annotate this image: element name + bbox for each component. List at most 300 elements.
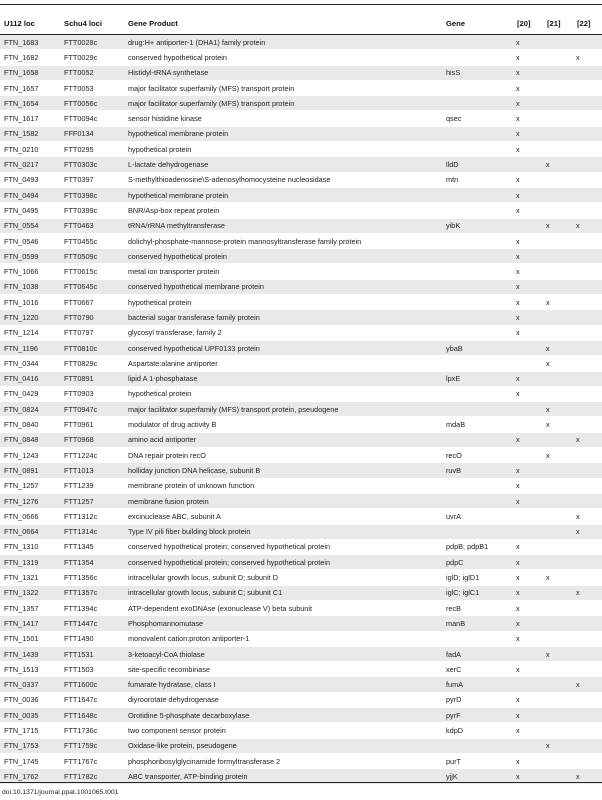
header-u112-loc: U112 loc	[0, 13, 60, 35]
table-row	[0, 753, 602, 768]
cell-u112-loc: FTN_1683	[0, 35, 60, 50]
cell-gene-product: modulator of drug activity B	[124, 417, 442, 432]
cell-ref-21: x	[543, 340, 573, 355]
cell-schu4-loci: FTT0961	[60, 417, 124, 432]
cell-ref-20	[513, 340, 543, 355]
cell-gene: manB	[442, 616, 513, 631]
cell-gene: lldD	[442, 157, 513, 172]
table-bottom-rule	[0, 782, 602, 783]
cell-ref-21	[543, 111, 573, 126]
cell-gene: recB	[442, 600, 513, 615]
cell-gene	[442, 264, 513, 279]
cell-ref-20	[513, 417, 543, 432]
table-row	[0, 509, 602, 524]
cell-schu4-loci: FTT1357c	[60, 585, 124, 600]
cell-ref-20	[513, 677, 543, 692]
cell-gene-product: Oxidase-like protein, pseudogene	[124, 738, 442, 753]
cell-ref-21	[543, 677, 573, 692]
header-schu4-loci: Schu4 loci	[60, 13, 124, 35]
cell-ref-22	[573, 233, 602, 248]
cell-u112-loc: FTN_0429	[0, 386, 60, 401]
cell-gene: yjjK	[442, 769, 513, 784]
cell-ref-20	[513, 524, 543, 539]
cell-u112-loc: FTN_1322	[0, 585, 60, 600]
cell-ref-21	[543, 249, 573, 264]
cell-schu4-loci: FTT0455c	[60, 233, 124, 248]
cell-gene: recO	[442, 448, 513, 463]
cell-ref-22	[573, 692, 602, 707]
cell-ref-20: x	[513, 172, 543, 187]
cell-u112-loc: FTN_1745	[0, 753, 60, 768]
cell-ref-22	[573, 448, 602, 463]
table-row	[0, 478, 602, 493]
cell-schu4-loci: FTT1503	[60, 662, 124, 677]
cell-ref-22	[573, 187, 602, 202]
cell-u112-loc: FTN_1214	[0, 325, 60, 340]
cell-schu4-loci: FTT1356c	[60, 570, 124, 585]
cell-u112-loc: FTN_1417	[0, 616, 60, 631]
table-row	[0, 417, 602, 432]
cell-u112-loc: FTN_0848	[0, 432, 60, 447]
table-row	[0, 662, 602, 677]
cell-ref-22	[573, 555, 602, 570]
cell-gene-product: conserved hypothetical protein	[124, 249, 442, 264]
cell-ref-20	[513, 509, 543, 524]
cell-ref-22	[573, 662, 602, 677]
cell-ref-21	[543, 50, 573, 65]
cell-ref-22	[573, 386, 602, 401]
cell-ref-21	[543, 233, 573, 248]
table-row	[0, 386, 602, 401]
cell-gene	[442, 493, 513, 508]
cell-u112-loc: FTN_1243	[0, 448, 60, 463]
table-row	[0, 187, 602, 202]
cell-schu4-loci: FTT1600c	[60, 677, 124, 692]
cell-ref-20: x	[513, 371, 543, 386]
cell-gene: pyrF	[442, 708, 513, 723]
table-row	[0, 677, 602, 692]
cell-u112-loc: FTN_1016	[0, 295, 60, 310]
cell-schu4-loci: FTT0295	[60, 142, 124, 157]
cell-ref-22	[573, 65, 602, 80]
table-row	[0, 616, 602, 631]
table-row	[0, 463, 602, 478]
cell-gene-product: hypothetical protein	[124, 295, 442, 310]
cell-u112-loc: FTN_1439	[0, 646, 60, 661]
doi-caption: doi:10.1371/journal.ppat.1001065.t001	[2, 789, 119, 796]
cell-gene	[442, 80, 513, 95]
cell-schu4-loci: FTT0891	[60, 371, 124, 386]
cell-u112-loc: FTN_0891	[0, 463, 60, 478]
cell-gene-product: intracellular growth locus, subunit D; subunit D	[124, 570, 442, 585]
cell-ref-22	[573, 371, 602, 386]
cell-gene	[442, 325, 513, 340]
cell-gene-product: L-lactate dehydrogenase	[124, 157, 442, 172]
cell-schu4-loci: FTT1394c	[60, 600, 124, 615]
cell-gene-product: hypothetical membrane protein	[124, 126, 442, 141]
cell-ref-20: x	[513, 692, 543, 707]
cell-ref-22	[573, 279, 602, 294]
cell-schu4-loci: FTT1782c	[60, 769, 124, 784]
cell-gene: iglD; iglD1	[442, 570, 513, 585]
cell-ref-22	[573, 738, 602, 753]
cell-ref-21: x	[543, 448, 573, 463]
cell-ref-22	[573, 310, 602, 325]
cell-gene: iglC; iglC1	[442, 585, 513, 600]
cell-gene-product: membrane fusion protein	[124, 493, 442, 508]
cell-ref-21	[543, 325, 573, 340]
cell-ref-20: x	[513, 631, 543, 646]
cell-gene	[442, 142, 513, 157]
cell-u112-loc: FTN_0554	[0, 218, 60, 233]
cell-u112-loc: FTN_1501	[0, 631, 60, 646]
table-row	[0, 218, 602, 233]
cell-gene: mdaB	[442, 417, 513, 432]
cell-u112-loc: FTN_1762	[0, 769, 60, 784]
cell-ref-20: x	[513, 386, 543, 401]
cell-gene-product: excinuclease ABC, subunit A	[124, 509, 442, 524]
cell-schu4-loci: FTT0615c	[60, 264, 124, 279]
cell-ref-21	[543, 692, 573, 707]
cell-schu4-loci: FTT1239	[60, 478, 124, 493]
cell-ref-20: x	[513, 295, 543, 310]
cell-schu4-loci: FTT0052	[60, 65, 124, 80]
cell-ref-22	[573, 80, 602, 95]
cell-ref-22	[573, 417, 602, 432]
table-row	[0, 50, 602, 65]
table-row	[0, 264, 602, 279]
cell-gene-product: monovalent cation:proton antiporter-1	[124, 631, 442, 646]
cell-ref-20	[513, 738, 543, 753]
cell-ref-21	[543, 478, 573, 493]
cell-u112-loc: FTN_0494	[0, 187, 60, 202]
cell-gene-product: bacterial sugar transferase family protein	[124, 310, 442, 325]
cell-ref-22	[573, 295, 602, 310]
cell-ref-21: x	[543, 295, 573, 310]
cell-u112-loc: FTN_1321	[0, 570, 60, 585]
cell-ref-20	[513, 157, 543, 172]
cell-ref-20: x	[513, 585, 543, 600]
cell-ref-20: x	[513, 111, 543, 126]
cell-schu4-loci: FTT1314c	[60, 524, 124, 539]
cell-schu4-loci: FTT0094c	[60, 111, 124, 126]
cell-ref-21	[543, 616, 573, 631]
cell-ref-20: x	[513, 478, 543, 493]
header-gene: Gene	[442, 13, 513, 35]
table-row	[0, 172, 602, 187]
cell-ref-22	[573, 600, 602, 615]
table-row	[0, 233, 602, 248]
cell-gene	[442, 96, 513, 111]
cell-gene-product: lipid A 1-phosphatase	[124, 371, 442, 386]
table-row	[0, 524, 602, 539]
cell-schu4-loci: FTT0903	[60, 386, 124, 401]
table-row	[0, 600, 602, 615]
cell-schu4-loci: FTT1767c	[60, 753, 124, 768]
cell-gene	[442, 356, 513, 371]
cell-gene-product: major facilitator superfamily (MFS) transport protein, pseudogene	[124, 402, 442, 417]
cell-ref-22: x	[573, 50, 602, 65]
cell-ref-21	[543, 539, 573, 554]
cell-u112-loc: FTN_0824	[0, 402, 60, 417]
cell-ref-21: x	[543, 218, 573, 233]
cell-ref-21: x	[543, 402, 573, 417]
cell-gene-product: Aspartate:alanine antiporter	[124, 356, 442, 371]
cell-ref-21: x	[543, 738, 573, 753]
cell-ref-21	[543, 96, 573, 111]
cell-ref-21	[543, 187, 573, 202]
cell-u112-loc: FTN_0599	[0, 249, 60, 264]
cell-ref-21: x	[543, 646, 573, 661]
cell-gene	[442, 187, 513, 202]
cell-gene-product: BNR/Asp-box repeat protein	[124, 203, 442, 218]
table-row	[0, 111, 602, 126]
cell-gene	[442, 233, 513, 248]
cell-schu4-loci: FTT0829c	[60, 356, 124, 371]
cell-gene-product: ABC transporter, ATP-binding protein	[124, 769, 442, 784]
cell-gene: qsec	[442, 111, 513, 126]
cell-gene-product: intracellular growth locus, subunit C; subunit C1	[124, 585, 442, 600]
cell-ref-21	[543, 142, 573, 157]
cell-gene-product: 3-ketoacyl-CoA thiolase	[124, 646, 442, 661]
cell-gene-product: DNA repair protein recO	[124, 448, 442, 463]
cell-u112-loc: FTN_1357	[0, 600, 60, 615]
cell-ref-22: x	[573, 524, 602, 539]
cell-u112-loc: FTN_0036	[0, 692, 60, 707]
cell-u112-loc: FTN_0035	[0, 708, 60, 723]
cell-ref-22	[573, 325, 602, 340]
cell-gene-product: diyroorotate dehydrogenase	[124, 692, 442, 707]
header-ref-21: [21]	[543, 13, 573, 35]
table-row	[0, 585, 602, 600]
cell-ref-22	[573, 646, 602, 661]
cell-ref-20: x	[513, 96, 543, 111]
cell-schu4-loci: FTT1257	[60, 493, 124, 508]
header-gene-product: Gene Product	[124, 13, 442, 35]
cell-ref-21	[543, 80, 573, 95]
cell-gene: xerC	[442, 662, 513, 677]
table-row	[0, 279, 602, 294]
cell-ref-20: x	[513, 570, 543, 585]
cell-ref-21: x	[543, 417, 573, 432]
cell-ref-21	[543, 493, 573, 508]
cell-ref-22	[573, 157, 602, 172]
cell-gene	[442, 432, 513, 447]
cell-ref-21	[543, 600, 573, 615]
cell-ref-22	[573, 570, 602, 585]
table-row	[0, 555, 602, 570]
cell-gene: uvrA	[442, 509, 513, 524]
cell-u112-loc: FTN_1276	[0, 493, 60, 508]
cell-u112-loc: FTN_1038	[0, 279, 60, 294]
table-row	[0, 356, 602, 371]
cell-ref-20: x	[513, 616, 543, 631]
cell-ref-20	[513, 356, 543, 371]
cell-ref-20: x	[513, 325, 543, 340]
cell-gene-product: tRNA/rRNA methyltransferase	[124, 218, 442, 233]
cell-gene-product: sensor histidine kinase	[124, 111, 442, 126]
cell-gene-product: glycosyl transferase, family 2	[124, 325, 442, 340]
cell-gene-product: hypothetical protein	[124, 386, 442, 401]
cell-schu4-loci: FTT0968	[60, 432, 124, 447]
table-row	[0, 340, 602, 355]
cell-ref-20: x	[513, 539, 543, 554]
cell-ref-21	[543, 524, 573, 539]
table-row	[0, 65, 602, 80]
cell-gene: pyrD	[442, 692, 513, 707]
table-body	[0, 35, 602, 785]
cell-ref-21	[543, 631, 573, 646]
cell-u112-loc: FTN_0337	[0, 677, 60, 692]
cell-gene-product: conserved hypothetical UPF0133 protein	[124, 340, 442, 355]
cell-ref-21	[543, 432, 573, 447]
cell-schu4-loci: FTT1447c	[60, 616, 124, 631]
cell-u112-loc: FTN_0493	[0, 172, 60, 187]
table-row	[0, 723, 602, 738]
cell-gene-product: drug:H+ antiporter-1 (DHA1) family protein	[124, 35, 442, 50]
cell-ref-22	[573, 493, 602, 508]
cell-gene-product: two component sensor protein	[124, 723, 442, 738]
cell-ref-22	[573, 142, 602, 157]
cell-ref-22: x	[573, 218, 602, 233]
cell-schu4-loci: FTT0397	[60, 172, 124, 187]
cell-u112-loc: FTN_1310	[0, 539, 60, 554]
cell-ref-22	[573, 249, 602, 264]
cell-ref-20	[513, 402, 543, 417]
cell-ref-21: x	[543, 157, 573, 172]
cell-gene-product: amino acid antiporter	[124, 432, 442, 447]
table-row	[0, 570, 602, 585]
cell-gene: pdpB; pdpB1	[442, 539, 513, 554]
table-row	[0, 371, 602, 386]
cell-ref-22	[573, 723, 602, 738]
cell-gene	[442, 402, 513, 417]
cell-gene-product: Type IV pili fiber building block protein	[124, 524, 442, 539]
cell-ref-22	[573, 96, 602, 111]
cell-ref-20: x	[513, 600, 543, 615]
cell-ref-22: x	[573, 769, 602, 784]
cell-u112-loc: FTN_0416	[0, 371, 60, 386]
cell-gene: purT	[442, 753, 513, 768]
cell-ref-22	[573, 35, 602, 50]
table-row	[0, 432, 602, 447]
cell-ref-21	[543, 585, 573, 600]
cell-ref-21	[543, 708, 573, 723]
cell-u112-loc: FTN_0546	[0, 233, 60, 248]
table-row	[0, 448, 602, 463]
cell-schu4-loci: FTT1345	[60, 539, 124, 554]
cell-ref-20: x	[513, 187, 543, 202]
cell-gene	[442, 738, 513, 753]
cell-gene: hisS	[442, 65, 513, 80]
cell-ref-22: x	[573, 677, 602, 692]
cell-ref-21: x	[543, 570, 573, 585]
cell-ref-21	[543, 203, 573, 218]
cell-ref-21	[543, 35, 573, 50]
cell-schu4-loci: FTT1354	[60, 555, 124, 570]
cell-ref-20: x	[513, 50, 543, 65]
cell-gene-product: membrane protein of unknown function	[124, 478, 442, 493]
cell-gene	[442, 35, 513, 50]
cell-ref-20: x	[513, 493, 543, 508]
cell-ref-22	[573, 111, 602, 126]
cell-ref-20: x	[513, 555, 543, 570]
cell-gene-product: conserved hypothetical protein	[124, 50, 442, 65]
cell-gene: fadA	[442, 646, 513, 661]
cell-ref-21	[543, 386, 573, 401]
cell-gene-product: ATP-dependent exoDNAse (exonuclease V) beta subunit	[124, 600, 442, 615]
cell-gene-product: hypothetical membrane protein	[124, 187, 442, 202]
cell-gene: mtn	[442, 172, 513, 187]
cell-ref-22	[573, 172, 602, 187]
cell-gene-product: conserved hypothetical membrane protein	[124, 279, 442, 294]
cell-ref-22	[573, 402, 602, 417]
cell-gene-product: metal ion transporter protein	[124, 264, 442, 279]
cell-schu4-loci: FTT0053	[60, 80, 124, 95]
table-row	[0, 80, 602, 95]
cell-gene: fumA	[442, 677, 513, 692]
cell-gene-product: major facilitator superfamily (MFS) transport protein	[124, 96, 442, 111]
cell-gene-product: Phosphomannomutase	[124, 616, 442, 631]
cell-ref-20	[513, 646, 543, 661]
cell-ref-22	[573, 616, 602, 631]
cell-ref-22	[573, 463, 602, 478]
table-row	[0, 310, 602, 325]
cell-u112-loc: FTN_1658	[0, 65, 60, 80]
cell-gene: ybaB	[442, 340, 513, 355]
cell-schu4-loci: FTT1013	[60, 463, 124, 478]
cell-ref-22	[573, 126, 602, 141]
cell-ref-22	[573, 356, 602, 371]
cell-ref-21	[543, 555, 573, 570]
cell-ref-21	[543, 371, 573, 386]
cell-u112-loc: FTN_1654	[0, 96, 60, 111]
cell-gene	[442, 524, 513, 539]
cell-ref-21	[543, 126, 573, 141]
cell-ref-21: x	[543, 356, 573, 371]
cell-gene	[442, 478, 513, 493]
cell-u112-loc: FTN_1753	[0, 738, 60, 753]
table-top-rule	[0, 4, 602, 5]
cell-ref-22: x	[573, 585, 602, 600]
cell-gene-product: S-methylthioadenosine\S-adenosylhomocysteine nucleosidase	[124, 172, 442, 187]
cell-ref-22	[573, 264, 602, 279]
cell-ref-20: x	[513, 279, 543, 294]
cell-u112-loc: FTN_1617	[0, 111, 60, 126]
cell-ref-20: x	[513, 249, 543, 264]
cell-ref-22	[573, 631, 602, 646]
table-row	[0, 631, 602, 646]
cell-gene: lpxE	[442, 371, 513, 386]
cell-ref-22	[573, 708, 602, 723]
header-ref-22: [22]	[573, 13, 602, 35]
cell-schu4-loci: FTT0028c	[60, 35, 124, 50]
cell-schu4-loci: FTT1490	[60, 631, 124, 646]
cell-ref-20	[513, 448, 543, 463]
cell-gene-product: Histidyl-tRNA synthetase	[124, 65, 442, 80]
cell-gene: pdpC	[442, 555, 513, 570]
cell-ref-20: x	[513, 463, 543, 478]
cell-schu4-loci: FTT0667	[60, 295, 124, 310]
table-row	[0, 96, 602, 111]
table-row	[0, 35, 602, 50]
cell-schu4-loci: FTT0645c	[60, 279, 124, 294]
header-ref-20: [20]	[513, 13, 543, 35]
cell-gene	[442, 249, 513, 264]
cell-u112-loc: FTN_1196	[0, 340, 60, 355]
cell-u112-loc: FTN_0210	[0, 142, 60, 157]
cell-u112-loc: FTN_0664	[0, 524, 60, 539]
